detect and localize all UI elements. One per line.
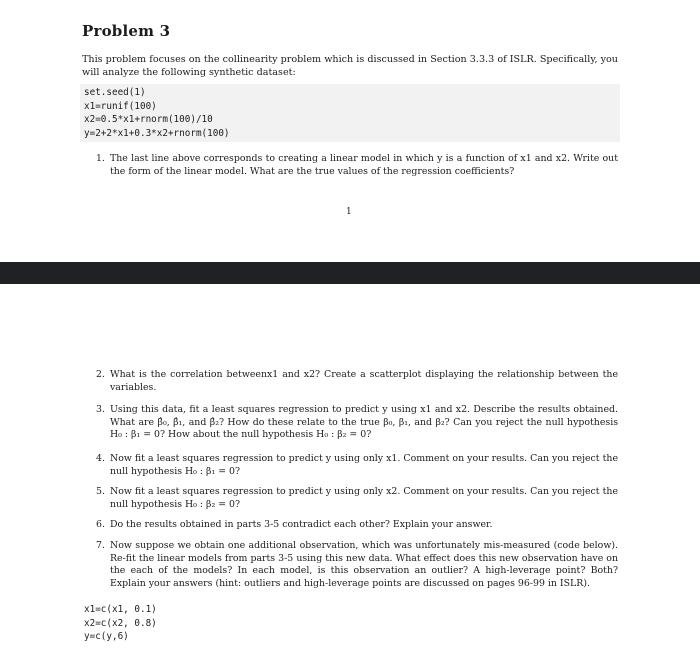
question-5 [96,486,618,511]
code-line: x2=c(x2, 0.8) [84,617,157,629]
question-text: Now suppose we obtain one additional observation, which was unfortunately mis-measured (code below). Re-fit the linear models from parts 3-5 using this new data. What effect does this new observation have on the each of the models? In each model, is this observation an outlier? A high-leverage point? Both? Explain your answers (hint: outliers and high-leverage points are discussed on pages 96-99 in ISLR). [110,540,618,589]
question-text: Now fit a least squares regression to predict y using only x1. Comment on your results. Can you reject the null hypothesis H₀ : β₁ = 0? [110,453,618,477]
code-block-new-observation [80,601,620,644]
page-number: 1 [346,207,352,217]
code-line: x1=c(x1, 0.1) [84,604,157,615]
page-divider [0,262,700,284]
code-block-dataset [80,84,620,142]
intro-paragraph: This problem focuses on the collinearity problem which is discussed in Section 3.3.3 of ISLR. Specifically, you will analyze the following synthetic dataset: [82,54,618,78]
question-1 [96,153,618,178]
question-number: 4. [96,453,105,464]
code-line: y=2+2*x1+0.3*x2+rnorm(100) [84,127,230,139]
question-text: Using this data, fit a least squares regression to predict y using x1 and x2. Describe the results obtained. What are β̂₀, β̂₁, and β̂₂? How do these relate to the true β₀, β₁, and β₂? Can you reject the null hypothesis H₀ : β₁ = 0? How about the null hypothesis H₀ : β₂ = 0? [110,404,618,440]
question-2 [96,369,618,394]
problem-title: Problem 3 [82,22,171,40]
question-text: Now fit a least squares regression to predict y using only x2. Comment on your results. Can you reject the null hypothesis H₀ : β₂ = 0? [110,486,618,510]
question-number: 3. [96,404,105,415]
code-line: x1=runif(100) [84,100,157,112]
question-number: 1. [96,153,105,164]
question-6 [96,519,618,532]
question-number: 6. [96,519,105,530]
code-line: set.seed(1) [84,87,146,98]
question-7 [96,540,618,590]
question-4 [96,453,618,478]
question-text: Do the results obtained in parts 3-5 contradict each other? Explain your answer. [110,519,493,530]
question-3 [96,404,618,442]
code-line: y=c(y,6) [84,631,129,642]
question-number: 2. [96,369,105,380]
question-number: 5. [96,486,105,497]
question-text: The last line above corresponds to creating a linear model in which y is a function of x1 and x2. Write out the form of the linear model. What are the true values of the regression coefficients? [110,153,618,177]
code-line: x2=0.5*x1+rnorm(100)/10 [84,114,213,125]
question-number: 7. [96,540,105,551]
question-text: What is the correlation betweenx1 and x2? Create a scatterplot displaying the relationship between the variables. [110,369,618,393]
